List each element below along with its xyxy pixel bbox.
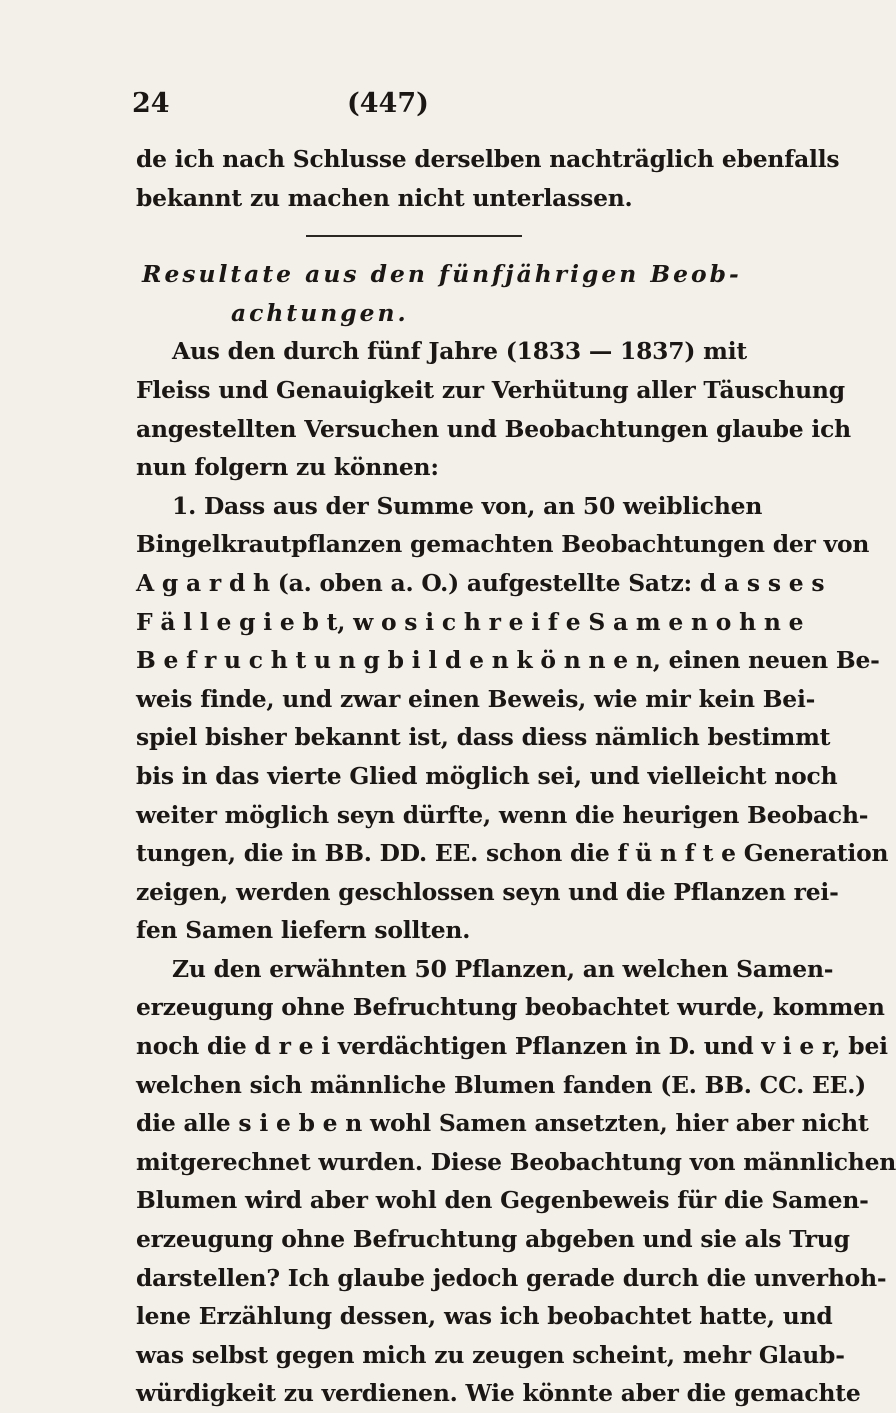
text-line: angestellten Versuchen und Beobachtungen glaube ich: [136, 414, 851, 443]
text-line: noch die d r e i verdächtigen Pflanzen in D. und v i e r, bei: [136, 1032, 888, 1061]
text-line: würdigkeit zu verdienen. Wie könnte aber die gemachte: [136, 1379, 861, 1408]
text-line: Bingelkrautpflanzen gemachten Beobachtungen der von: [136, 530, 870, 559]
section-divider: [136, 217, 684, 255]
text-line: fen Samen liefern sollten.: [136, 916, 471, 945]
text-line: zeigen, werden geschlossen seyn und die Pflanzen rei-: [136, 877, 839, 906]
page-label: (447): [347, 88, 429, 119]
text-body: [136, 140, 896, 1413]
text-line: A g a r d h (a. oben a. O.) aufgestellte Satz: d a s s e s: [136, 568, 825, 597]
text-line: B e f r u c h t u n g b i l d e n k ö n n e n, einen neuen Be-: [136, 646, 880, 675]
text-line: welchen sich männliche Blumen fanden (E. BB. CC. EE.): [136, 1070, 867, 1099]
text-line: F ä l l e g i e b t, w o s i c h r e i f e S a m e n o h n e: [136, 607, 804, 636]
text-line: bis in das vierte Glied möglich sei, und vielleicht noch: [136, 761, 838, 790]
text-line: die alle s i e b e n wohl Samen ansetzten, hier aber nicht: [136, 1109, 869, 1138]
text-line: 1. Dass aus der Summe von, an 50 weiblichen: [172, 491, 763, 520]
text-line: Fleiss und Genauigkeit zur Verhütung aller Täuschung: [136, 375, 845, 404]
text-line: was selbst gegen mich zu zeugen scheint, mehr Glaub-: [136, 1340, 845, 1369]
text-line: mitgerechnet wurden. Diese Beobachtung von männlichen: [136, 1147, 896, 1176]
text-line: lene Erzählung dessen, was ich beobachtet hatte, und: [136, 1302, 833, 1331]
text-line: tungen, die in BB. DD. EE. schon die f ü n f t e Generation: [136, 839, 889, 868]
text-line: weiter möglich seyn dürfte, wenn die heurigen Beobach-: [136, 800, 869, 829]
text-line: Blumen wird aber wohl den Gegenbeweis für die Samen-: [136, 1186, 869, 1215]
text-line: nun folgern zu können:: [136, 453, 439, 482]
text-line: Aus den durch fünf Jahre (1833 — 1837) mit: [172, 337, 747, 366]
section-heading-cont: achtungen.: [231, 298, 409, 327]
text-line: de ich nach Schlusse derselben nachträglich ebenfalls: [136, 145, 840, 173]
text-line: weis finde, und zwar einen Beweis, wie mir kein Bei-: [136, 684, 816, 713]
page-number: 24: [132, 88, 170, 119]
page-header: [132, 88, 692, 128]
text-line: bekannt zu machen nicht unterlassen.: [136, 183, 633, 212]
text-line: darstellen? Ich glaube jedoch gerade durch die unverhoh-: [136, 1263, 887, 1292]
text-line: Zu den erwähnten 50 Pflanzen, an welchen Samen-: [172, 954, 834, 983]
section-heading: Resultate aus den fünfjährigen Beob-: [142, 260, 742, 289]
text-line: erzeugung ohne Befruchtung abgeben und sie als Trug: [136, 1225, 850, 1254]
text-line: spiel bisher bekannt ist, dass diess nämlich bestimmt: [136, 723, 831, 752]
text-line: erzeugung ohne Befruchtung beobachtet wurde, kommen: [136, 993, 885, 1022]
